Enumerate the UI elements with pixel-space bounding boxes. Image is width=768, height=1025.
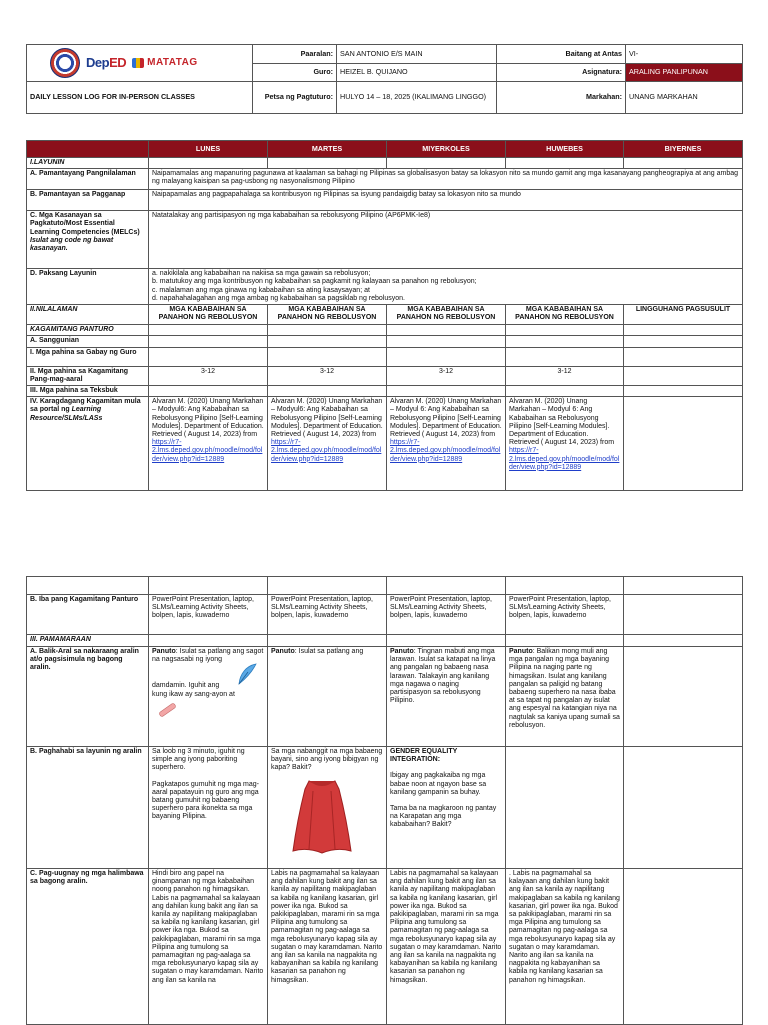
content-standard-label: A. Pamantayang Pangnilalaman: [27, 169, 149, 190]
performance-standard-label: B. Pamantayan sa Pagganap: [27, 190, 149, 211]
grade-label: Baitang at Antas: [497, 45, 626, 64]
lesson-table-page2: [26, 576, 743, 1025]
feather-icon: [234, 662, 260, 688]
topic-tuesday: MGA KABABAIHAN SA PANAHON NG REBOLUSYON: [268, 305, 387, 325]
objectives-section: I.LAYUNIN: [27, 158, 149, 169]
melc-label: C. Mga Kasanayan sa Pagkatuto/Most Essential Learning Competencies (MELCs) Isulat ang code ng bawat kasanayan.: [27, 211, 149, 269]
header-table: [26, 44, 743, 114]
review-tuesday: Panuto: Isulat sa patlang ang: [268, 647, 387, 747]
purpose-monday: Sa loob ng 3 minuto, iguhit ng simple ang iyong paboriting superhero. Pagkatapos gumuhit ng mga mag-aaral papatayuin ng guro ang mga batang gumuhit ng babaeng superhero para ikonekta sa mga bayaning Pilipina.: [149, 747, 268, 869]
pages-monday: 3-12: [149, 366, 268, 385]
topic-wednesday: MGA KABABAIHAN SA PANAHON NG REBOLUSYON: [387, 305, 506, 325]
materials-wednesday: PowerPoint Presentation, laptop, SLMs/Learning Activity Sheets, bolpen, lapis, kuwaderno: [387, 595, 506, 635]
cape-icon: [291, 777, 353, 855]
materials-tuesday: PowerPoint Presentation, laptop, SLMs/Learning Activity Sheets, bolpen, lapis, kuwaderno: [268, 595, 387, 635]
other-materials-label: B. Iba pang Kagamitang Panturo: [27, 595, 149, 635]
examples-monday: Hindi biro ang papel na ginampanan ng mga kababaihan noong panahon ng himagsikan. Labis na pagmamahal sa kalayaan ang dahilan kung bakit ang ilan sa kanila ay napilitang makipaglaban sa kabila ng kanilang kasarian, girl power ika nga. Bukod sa pakikipaglaban, marami rin sa mga Pilipina ang tumulong sa pamamagitan ng pag-aalaga sa mga rebolusyunaryo kapag sila ay sugatan o may karamdaman. Narito ang ilan sa kanila na: [149, 869, 268, 1025]
doc-title: DAILY LESSON LOG FOR IN-PERSON CLASSES: [27, 82, 253, 114]
procedure-section: III. PAMAMARAAN: [27, 635, 149, 647]
ref-link-tuesday[interactable]: https://r7-2.lms.deped.gov.ph/moodle/mod/folder/view.php?id=12889: [271, 439, 382, 463]
school-label: Paaralan:: [253, 45, 337, 64]
purpose-label: B. Paghahabi sa layunin ng aralin: [27, 747, 149, 869]
day-tuesday: MARTES: [268, 141, 387, 158]
topic-objectives: a. nakikilala ang kababaihan na nakiisa sa mga gawain sa rebolusyon; b. matutukoy ang mga kontribusyon ng kababaihan sa pagkamit ng kalayaan sa panahon ng rebolusyon; c. malalaman ang mga ginawa ng kababaihan sa ating kasaysayan; at d. napahahalagahan ang mga ambag ng kababaihan sa pagsiklab ng rebolusyon.: [149, 269, 743, 305]
content-section: II.NILALAMAN: [27, 305, 149, 325]
references-label: A. Sanggunian: [27, 336, 149, 347]
grade-value: VI-: [626, 45, 743, 64]
content-standard-text: Naipamamalas ang mapanuring pagunawa at kaalaman sa bahagi ng Pilipinas sa globalisasyon batay sa lokasyon nito sa mundo gamit ang mga kasanayang pangheograpiya at ang ambag ng malayang kaisipan sa pag-usbong ng nasyonalismong Pilipino: [149, 169, 743, 190]
matatag-logo: MATATAG: [132, 58, 198, 68]
resources-section: KAGAMITANG PANTURO: [27, 325, 149, 336]
deped-logo: DepED: [86, 54, 127, 70]
school-value: SAN ANTONIO E/S MAIN: [337, 45, 497, 64]
matatag-icon: [132, 58, 144, 68]
logo-cell: [27, 45, 253, 82]
topic-friday: LINGGUHANG PAGSUSULIT: [624, 305, 743, 325]
learner-material-label: II. Mga pahina sa Kagamitang Pang-mag-aaral: [27, 366, 149, 385]
topic-monday: MGA KABABAIHAN SA PANAHON NG REBOLUSYON: [149, 305, 268, 325]
lr-portal-label: IV. Karagdagang Kagamitan mula sa portal ng Learning Resource/SLMs/LASs: [27, 397, 149, 491]
days-header-row: [27, 141, 743, 158]
ref-tuesday: Alvaran M. (2020) Unang Markahan – Modyul6: Ang Kababaihan sa Rebolusyong Pilipino [Self-Learning Modules]. Department of Education. Retrieved ( August 14, 2023) from https://r7-2.lms.deped.gov.ph/moodle/mod/folder/view.php?id=12889: [268, 397, 387, 491]
teacher-guide-label: I. Mga pahina sa Gabay ng Guro: [27, 347, 149, 366]
topic-objective-label: D. Paksang Layunin: [27, 269, 149, 305]
ref-monday: Alvaran M. (2020) Unang Markahan – Modyul6: Ang Kababaihan sa Rebolusyong Pilipino [Self-Learning Modules]. Department of Education. Retrieved ( August 14, 2023) from https://r7-2.lms.deped.gov.ph/moodle/mod/folder/view.php?id=12889: [149, 397, 268, 491]
examples-label: C. Pag-uugnay ng mga halimbawa sa bagong aralin.: [27, 869, 149, 1025]
subject-label: Asignatura:: [497, 63, 626, 82]
ref-thursday: Alvaran M. (2020) Unang Markahan – Modyul 6: Ang Kababaihan sa Rebolusyong Pilipino [Self-Learning Modules]. Department of Education. Retrieved ( August 14, 2023) from https://r7-2.lms.deped.gov.ph/moodle/mod/folder/view.php?id=12889: [506, 397, 624, 491]
pencil-icon: [156, 701, 180, 717]
ref-link-thursday[interactable]: https://r7-2.lms.deped.gov.ph/moodle/mod/folder/view.php?id=12889: [509, 447, 620, 471]
ref-link-monday[interactable]: https://r7-2.lms.deped.gov.ph/moodle/mod/folder/view.php?id=12889: [152, 439, 263, 463]
review-monday: Panuto: Isulat sa patlang ang sagot na nagsasabi ng iyong damdamin. Iguhit ang kung ikaw ay sang-ayon at: [149, 647, 268, 747]
subject-value: ARALING PANLIPUNAN: [626, 63, 743, 82]
pages-thursday: 3-12: [506, 366, 624, 385]
materials-monday: PowerPoint Presentation, laptop, SLMs/Learning Activity Sheets, bolpen, lapis, kuwaderno: [149, 595, 268, 635]
pages-tuesday: 3-12: [268, 366, 387, 385]
date-label: Petsa ng Pagtuturo:: [253, 82, 337, 114]
review-thursday: Panuto: Balikan mong muli ang mga pangalan ng mga bayaning Pilipina na naging parte ng himagsikan. Isulat ang kanilang pangalan sa paligid ng batang babaeng superhero na nasa ibaba at sa tapat ng pangalan ay isulat ang espesyal na katangian niya na nagtulak sa kaniya upang sumali sa rebolusyon.: [506, 647, 624, 747]
day-monday: LUNES: [149, 141, 268, 158]
blank-header: [27, 141, 149, 158]
ref-wednesday: Alvaran M. (2020) Unang Markahan – Modyul 6: Ang Kababaihan sa Rebolusyong Pilipino [Self-Learning Modules]. Department of Education. Retrieved ( August 14, 2023) from https://r7-2.lms.deped.gov.ph/moodle/mod/folder/view.php?id=12889: [387, 397, 506, 491]
performance-standard-text: Naipapamalas ang pagpapahalaga sa kontribusyon ng Pilipinas sa isyung pandaigdig batay sa lokasyon nito sa mundo: [149, 190, 743, 211]
teacher-label: Guro:: [253, 63, 337, 82]
examples-thursday: . Labis na pagmamahal sa kalayaan ang dahilan kung bakit ang ilan sa kanila ay napilitang makipaglaban sa kabila ng kanilang kasarian, girl power ika nga. Bukod sa pakikipaglaban, marami rin sa mga Pilipina ang tumulong sa pamamagitan ng pag-aalaga sa mga rebolusyunaryo kapag sila ay sugatan o may karamdaman. Narito ang ilan sa kanila na nagpakita ng kabayanihan sa kabila ng kanilang kasarian sa panahon ng himagsikan.: [506, 869, 624, 1025]
lesson-table-page1: [26, 140, 743, 491]
quarter-label: Markahan:: [497, 82, 626, 114]
ref-link-wednesday[interactable]: https://r7-2.lms.deped.gov.ph/moodle/mod/folder/view.php?id=12889: [390, 439, 501, 463]
pages-wednesday: 3-12: [387, 366, 506, 385]
materials-thursday: PowerPoint Presentation, laptop, SLMs/Learning Activity Sheets, bolpen, lapis, kuwaderno: [506, 595, 624, 635]
day-wednesday: MIYERKOLES: [387, 141, 506, 158]
examples-wednesday: Labis na pagmamahal sa kalayaan ang dahilan kung bakit ang ilan sa kanila ay napilitang makipaglaban sa kabila ng kanilang kasarian, girl power ika nga. Bukod sa pakikipaglaban, marami rin sa mga Pilipina ang tumulong sa pamamagitan ng pag-aalaga sa mga rebolusyunaryo kapag sila ay sugatan o may karamdaman. Narito ang ilan sa kanila na nagpakita ng kabayanihan sa kabila ng kanilang kasarian sa panahon ng himagsikan.: [387, 869, 506, 1025]
melc-sub: Isulat ang code ng bawat kasanayan.: [30, 236, 114, 253]
day-friday: BIYERNES: [624, 141, 743, 158]
deped-seal-icon: [50, 48, 80, 78]
review-label: A. Balik-Aral sa nakaraang aralin at/o pagsisimula ng bagong aralin.: [27, 647, 149, 747]
melc-text: Natatalakay ang partisipasyon ng mga kababaihan sa rebolusyong Pilipino (AP6PMK-Ie8): [149, 211, 743, 269]
topic-thursday: MGA KABABAIHAN SA PANAHON NG REBOLUSYON: [506, 305, 624, 325]
review-wednesday: Panuto: Tingnan mabuti ang mga larawan. Isulat sa katapat na linya ang pangalan ng babaeng nasa larawan. Talakayin ang kanilang mga nagawa o naging partisipasyon sa rebolusyong Pilipino.: [387, 647, 506, 747]
purpose-wednesday: GENDER EQUALITY INTEGRATION: Ibigay ang pagkakaiba ng mga babae noon at ngayon base sa kanilang gampanin sa buhay. Tama ba na magkaroon ng pantay na Karapatan ang mga kababaihan? Bakit?: [387, 747, 506, 869]
day-thursday: HUWEBES: [506, 141, 624, 158]
teacher-value: HEIZEL B. QUIJANO: [337, 63, 497, 82]
purpose-tuesday: Sa mga nabanggit na mga babaeng bayani, sino ang iyong bibigyan ng kapa? Bakit?: [268, 747, 387, 869]
quarter-value: UNANG MARKAHAN: [626, 82, 743, 114]
textbook-label: III. Mga pahina sa Teksbuk: [27, 386, 149, 397]
examples-tuesday: Labis na pagmamahal sa kalayaan ang dahilan kung bakit ang ilan sa kanila ay napilitang makipaglaban sa kabila ng kanilang kasarian, girl power ika nga. Bukod sa pakikipaglaban, marami rin sa mga Pilipina ang tumulong sa pamamagitan ng pag-aalaga sa mga rebolusyunaryo kapag sila ay sugatan o may karamdaman. Narito ang ilan sa kanila na nagpakita ng kabayanihan sa kabila ng kanilang kasarian sa panahon ng himagsikan.: [268, 869, 387, 1025]
date-value: HULYO 14 – 18, 2025 (IKALIMANG LINGGO): [337, 82, 497, 114]
